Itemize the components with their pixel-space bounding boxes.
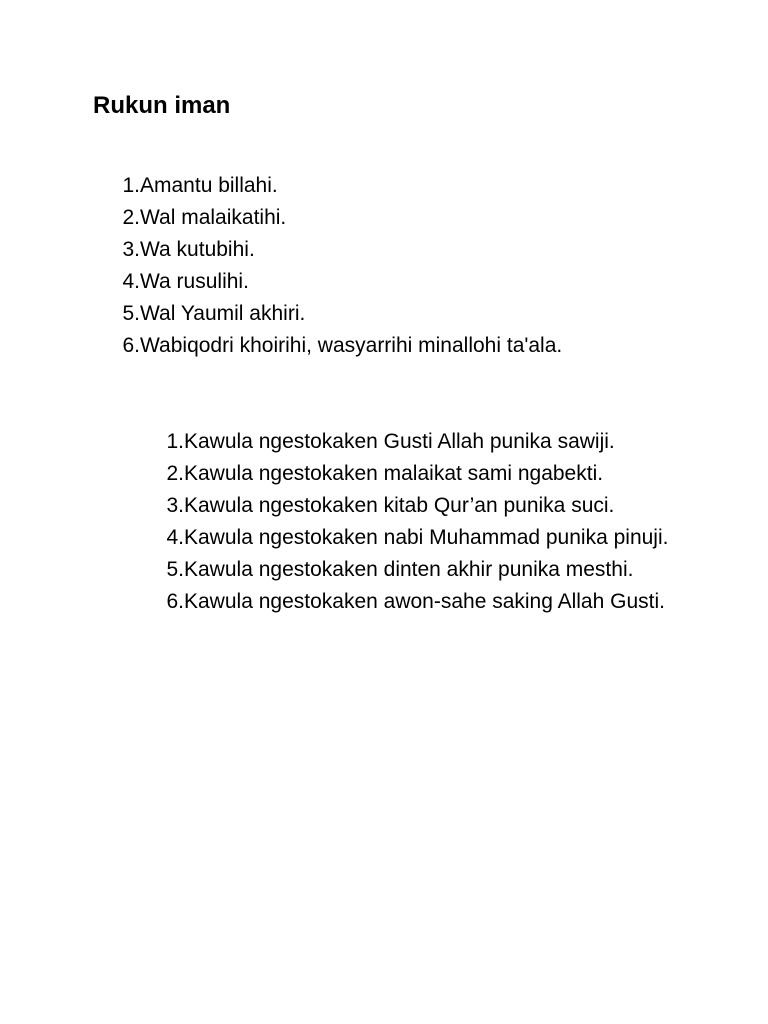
list-text: Kawula ngestokaken Gusti Allah punika sawiji.: [184, 430, 615, 453]
list-number: 4.: [166, 526, 184, 549]
list-number: 3.: [166, 494, 184, 517]
list-item: [116, 170, 736, 202]
arabic-list: [116, 170, 736, 362]
list-text: Amantu billahi.: [140, 174, 278, 197]
list-text: Kawula ngestokaken dinten akhir punika mesthi.: [184, 558, 634, 581]
list-number: 4.: [122, 270, 140, 293]
list-item: [116, 234, 736, 266]
list-text: Kawula ngestokaken awon-sahe saking Allah Gusti.: [184, 590, 665, 613]
list-item: [160, 586, 680, 618]
list-text: Wabiqodri khoirihi, wasyarrihi minallohi ta'ala.: [140, 334, 563, 357]
list-item: [160, 554, 680, 586]
list-text: Wa kutubihi.: [140, 238, 255, 261]
list-item: [116, 298, 736, 330]
list-text: Wal malaikatihi.: [140, 206, 287, 229]
list-item: [160, 490, 680, 522]
list-item: [116, 202, 736, 234]
list-item: [160, 458, 680, 490]
list-number: 6.: [166, 590, 184, 613]
list-text: Kawula ngestokaken malaikat sami ngabekti.: [184, 462, 604, 485]
list-number: 5.: [166, 558, 184, 581]
list-number: 5.: [122, 302, 140, 325]
list-item: [116, 330, 736, 362]
list-text: Kawula ngestokaken nabi Muhammad punika pinuji.: [184, 526, 669, 549]
list-item: [116, 266, 736, 298]
document-title: Rukun iman: [93, 92, 231, 119]
list-number: 6.: [122, 334, 140, 357]
list-number: 1.: [166, 430, 184, 453]
javanese-list: [160, 426, 680, 618]
list-number: 3.: [122, 238, 140, 261]
list-item: [160, 522, 680, 554]
list-number: 2.: [122, 206, 140, 229]
list-text: Kawula ngestokaken kitab Qur’an punika suci.: [184, 494, 615, 517]
list-number: 1.: [122, 174, 140, 197]
list-item: [160, 426, 680, 458]
list-number: 2.: [166, 462, 184, 485]
list-text: Wa rusulihi.: [140, 270, 249, 293]
list-text: Wal Yaumil akhiri.: [140, 302, 306, 325]
